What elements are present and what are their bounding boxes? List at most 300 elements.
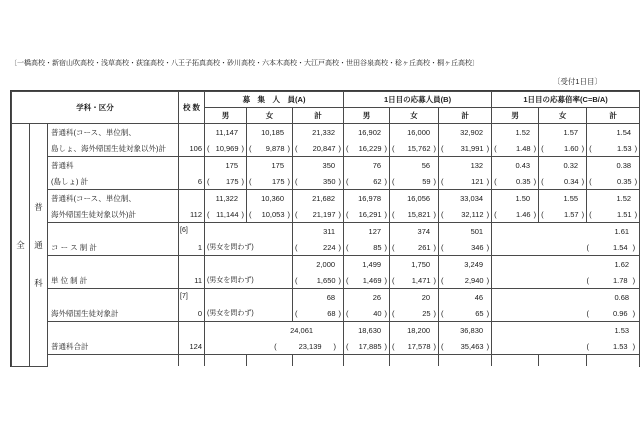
cell-recruit-female-paren (247, 206, 292, 222)
close-paren: ) (338, 144, 342, 153)
cell-recruit-total-paren (293, 173, 343, 189)
open-paren: ( (346, 243, 349, 252)
close-paren: ) (241, 210, 245, 219)
cell-ratio-merged-value: 0.68 (614, 293, 630, 302)
open-paren: ( (494, 210, 497, 219)
school-count-value: 124 (189, 342, 203, 351)
row-label-bottom: コ ー ス 制 計 (51, 243, 97, 252)
school-count-note (179, 157, 204, 173)
col-header-ratio-group: 1日目の応募倍率(C=B/A) (492, 92, 640, 108)
cell-recruit-female-value: 10,360 (261, 194, 285, 203)
cell-ratio-male-value: 0.43 (515, 161, 531, 170)
cell-applicants-female (390, 124, 439, 157)
cell-ratio-merged-value: 1.53 (614, 326, 630, 335)
school-count-note (179, 190, 204, 206)
cell-recruit-total (293, 157, 344, 190)
row-label-bottom: 単 位 制 計 (51, 276, 88, 285)
close-paren: ) (486, 243, 490, 252)
col-header-applicants-total: 計 (439, 108, 492, 124)
cell-applicants-male (344, 157, 390, 190)
close-paren: ) (384, 309, 388, 318)
table-row-course-system-total (12, 223, 640, 256)
row-label-general-grand-total (48, 322, 179, 355)
cutoff-cell (344, 355, 390, 367)
paren-value: 23,139 (298, 342, 322, 351)
paren-value: 1,650 (316, 276, 336, 285)
cutoff-cell (48, 355, 179, 367)
paren-value: 35,463 (460, 342, 484, 351)
open-paren: ( (346, 177, 349, 186)
cell-applicants-total (439, 190, 492, 223)
row-label-bottom: 海外帰国生徒対象以外)計 (51, 210, 136, 219)
open-paren: ( (346, 210, 349, 219)
cell-applicants-male-paren (344, 206, 389, 222)
col-header-applicants-female: 女 (390, 108, 439, 124)
row-label-general-excl-overseas-total (48, 190, 179, 223)
cell-applicants-female (390, 190, 439, 223)
cell-applicants-female-paren (390, 305, 438, 321)
cell-ratio-female-paren (539, 140, 586, 156)
row-label-top: 普通科(コース、単位制、 (51, 194, 136, 203)
open-paren: ( (207, 144, 210, 153)
cell-ratio-male-value: 1.50 (515, 194, 531, 203)
close-paren: ) (533, 210, 537, 219)
close-paren: ) (533, 177, 537, 186)
close-paren: ) (486, 276, 490, 285)
open-paren: ( (441, 177, 444, 186)
open-paren: ( (249, 210, 252, 219)
school-count-value: 6 (197, 177, 203, 186)
cell-applicants-total-paren (439, 173, 491, 189)
close-paren: ) (338, 309, 342, 318)
subject-char-1: 通 (34, 239, 43, 250)
paren-value: 1.53 (617, 144, 632, 153)
cell-applicants-female (390, 256, 439, 289)
table-row-general-excl-islands-overseas-total (12, 124, 640, 157)
row-label-top (48, 289, 178, 305)
paren-value: 1.57 (563, 210, 579, 219)
cell-school-count (179, 289, 205, 322)
open-paren: ( (586, 243, 589, 252)
col-header-ratio-male: 男 (492, 108, 539, 124)
paren-value: 11,144 (216, 210, 239, 219)
cell-school-count (179, 256, 205, 289)
cell-recruit-total (293, 223, 344, 256)
school-count-value: 112 (190, 210, 203, 219)
cutoff-cell (205, 355, 247, 367)
close-paren: ) (241, 177, 245, 186)
open-paren: ( (392, 276, 395, 285)
close-paren: ) (384, 144, 388, 153)
cell-ratio-merged (492, 322, 640, 355)
cell-gender-note (205, 223, 293, 256)
paren-value: 16,229 (358, 144, 382, 153)
paren-value: 175 (226, 177, 239, 186)
open-paren: ( (207, 177, 210, 186)
cell-applicants-male-paren (344, 272, 389, 288)
school-count-note: [6] (180, 227, 188, 234)
school-count-value: 11 (194, 276, 203, 285)
cell-recruit-male-value: 11,147 (215, 128, 239, 137)
school-count-note: [7] (180, 293, 188, 300)
close-paren: ) (433, 276, 437, 285)
cell-applicants-total (439, 322, 492, 355)
close-paren: ) (384, 276, 388, 285)
close-paren: ) (384, 210, 388, 219)
open-paren: ( (441, 342, 444, 351)
paren-value: 1.78 (613, 276, 628, 285)
cell-ratio-total-value: 1.54 (616, 128, 632, 137)
row-label-top (48, 322, 178, 338)
paren-value: 346 (471, 243, 484, 252)
col-header-ratio-female: 女 (539, 108, 587, 124)
cell-ratio-female (539, 190, 587, 223)
open-paren: ( (346, 309, 349, 318)
cell-ratio-female (539, 157, 587, 190)
open-paren: ( (392, 243, 395, 252)
open-paren: ( (586, 342, 589, 351)
cell-gender-note (205, 256, 293, 289)
cell-ratio-male (492, 124, 539, 157)
cell-recruit-male-value: 175 (225, 161, 239, 170)
paren-value: 0.35 (515, 177, 531, 186)
cell-applicants-male-paren (344, 140, 389, 156)
cell-applicants-female-value: 1,750 (411, 260, 431, 269)
open-paren: ( (589, 210, 592, 219)
close-paren: ) (533, 144, 537, 153)
cell-applicants-female-paren (390, 239, 438, 255)
gender-note-empty (205, 256, 292, 272)
cutoff-cell (539, 355, 587, 367)
open-paren: ( (441, 309, 444, 318)
open-paren: ( (392, 144, 395, 153)
cell-applicants-male-value: 1,499 (362, 260, 382, 269)
cell-recruit-total-value: 21,332 (312, 128, 336, 137)
close-paren: ) (486, 342, 490, 351)
paren-value: 1.51 (617, 210, 632, 219)
school-count-note (179, 256, 204, 272)
close-paren: ) (384, 342, 388, 351)
open-paren: ( (494, 177, 497, 186)
open-paren: ( (295, 210, 298, 219)
gender-note-text: (男女を問わず) (207, 277, 254, 284)
close-paren: ) (486, 177, 490, 186)
row-label-general-excl-islands-overseas-total (48, 124, 179, 157)
header-row-groups (12, 92, 640, 108)
cutoff-cell (247, 355, 293, 367)
cell-recruit-total-paren (293, 272, 343, 288)
paren-value: 9,878 (265, 144, 285, 153)
cell-ratio-merged (492, 256, 640, 289)
cell-applicants-male (344, 124, 390, 157)
cell-applicants-male (344, 289, 390, 322)
cell-gender-note (205, 289, 293, 322)
open-paren: ( (346, 276, 349, 285)
cell-applicants-female-value: 16,000 (407, 128, 431, 137)
cell-applicants-female-paren (390, 272, 438, 288)
cell-applicants-total (439, 223, 492, 256)
paren-value: 68 (327, 309, 336, 318)
cell-ratio-male-value: 1.52 (515, 128, 531, 137)
close-paren: ) (581, 177, 585, 186)
cutoff-cell (390, 355, 439, 367)
cell-applicants-male (344, 256, 390, 289)
paren-value: 85 (373, 243, 382, 252)
table-row-cutoff (12, 355, 640, 367)
cell-applicants-female-paren (390, 173, 438, 189)
cell-applicants-female-value: 20 (421, 293, 431, 302)
col-header-applicants-male: 男 (344, 108, 390, 124)
cell-applicants-female (390, 223, 439, 256)
cell-applicants-female (390, 322, 439, 355)
close-paren: ) (433, 309, 437, 318)
open-paren: ( (295, 144, 298, 153)
cell-recruit-male (205, 124, 247, 157)
paren-value: 21,197 (312, 210, 336, 219)
cutoff-cell (439, 355, 492, 367)
row-label-bottom: 島しょ、海外帰国生徒対象以外)計 (51, 144, 166, 153)
cell-applicants-total-paren (439, 305, 491, 321)
close-paren: ) (634, 144, 638, 153)
cell-recruit-merged-paren (205, 338, 343, 354)
cell-recruit-female-paren (247, 140, 292, 156)
cell-recruit-male-paren (205, 140, 246, 156)
row-label-bottom: 普通科合計 (51, 342, 89, 351)
cell-applicants-female (390, 157, 439, 190)
paren-value: 62 (373, 177, 382, 186)
row-label-top (48, 223, 178, 239)
close-paren: ) (433, 342, 437, 351)
cell-recruit-female (247, 190, 293, 223)
cell-recruit-female-paren (247, 173, 292, 189)
cell-applicants-female-value: 374 (417, 227, 431, 236)
cell-applicants-total-value: 33,034 (460, 194, 484, 203)
cell-ratio-male-paren (492, 140, 538, 156)
cell-ratio-female-value: 1.57 (563, 128, 579, 137)
paren-value: 65 (475, 309, 484, 318)
cell-recruit-total-paren (293, 239, 343, 255)
cell-ratio-merged (492, 289, 640, 322)
cell-ratio-merged-value: 1.62 (614, 260, 630, 269)
open-paren: ( (249, 144, 252, 153)
paren-value: 15,762 (407, 144, 431, 153)
cell-ratio-total-paren (587, 173, 639, 189)
open-paren: ( (441, 243, 444, 252)
open-paren: ( (392, 210, 395, 219)
cell-applicants-total-paren (439, 338, 491, 354)
cell-ratio-merged-paren (492, 338, 639, 354)
row-group-general-subject (30, 124, 48, 367)
open-paren: ( (589, 177, 592, 186)
cell-applicants-male (344, 190, 390, 223)
cell-recruit-merged (205, 322, 344, 355)
table-row-overseas-returnee-total (12, 289, 640, 322)
open-paren: ( (392, 177, 395, 186)
paren-value: 261 (418, 243, 431, 252)
cell-applicants-total-value: 36,830 (460, 326, 484, 335)
close-paren: ) (632, 276, 636, 285)
open-paren: ( (346, 144, 349, 153)
row-label-bottom: 海外帰国生徒対象計 (51, 309, 119, 318)
cell-recruit-total-paren (293, 140, 343, 156)
cell-ratio-merged (492, 223, 640, 256)
close-paren: ) (632, 309, 636, 318)
cell-applicants-total-paren (439, 140, 491, 156)
paren-value: 17,885 (358, 342, 382, 351)
close-paren: ) (287, 177, 291, 186)
col-header-school-count: 校 数 (179, 92, 205, 124)
school-count-value: 0 (197, 309, 203, 318)
open-paren: ( (392, 342, 395, 351)
col-header-recruit-female: 女 (247, 108, 293, 124)
cell-applicants-female-paren (390, 140, 438, 156)
cell-ratio-total (587, 190, 640, 223)
cell-ratio-female-paren (539, 173, 586, 189)
close-paren: ) (333, 342, 337, 351)
cell-applicants-total (439, 157, 492, 190)
application-status-table-wrap (10, 90, 640, 367)
paren-value: 20,847 (312, 144, 336, 153)
cell-applicants-female-paren (390, 338, 438, 354)
paren-value: 10,969 (215, 144, 239, 153)
paren-value: 15,821 (407, 210, 431, 219)
application-status-table (11, 91, 640, 367)
cell-ratio-merged-paren (492, 239, 639, 255)
gender-note-text: (男女を問わず) (207, 310, 254, 317)
open-paren: ( (274, 342, 277, 351)
cell-recruit-female (247, 157, 293, 190)
cell-recruit-merged-value: 24,061 (290, 326, 314, 335)
close-paren: ) (384, 243, 388, 252)
cell-ratio-male (492, 157, 539, 190)
cell-ratio-male-paren (492, 206, 538, 222)
paren-value: 1.54 (613, 243, 628, 252)
close-paren: ) (486, 210, 490, 219)
close-paren: ) (338, 177, 342, 186)
cell-recruit-total-paren (293, 206, 343, 222)
row-label-top (48, 256, 178, 272)
cell-school-count (179, 124, 205, 157)
cell-applicants-male (344, 223, 390, 256)
cell-recruit-total-value: 21,682 (312, 194, 336, 203)
row-label-general-islands-total (48, 157, 179, 190)
cell-applicants-total-value: 46 (474, 293, 484, 302)
paren-value: 2,940 (464, 276, 484, 285)
cell-recruit-total-value: 68 (326, 293, 336, 302)
cutoff-cell (587, 355, 640, 367)
paren-value: 25 (422, 309, 431, 318)
open-paren: ( (295, 177, 298, 186)
cell-school-count (179, 223, 205, 256)
cell-school-count (179, 157, 205, 190)
close-paren: ) (581, 144, 585, 153)
school-count-note (179, 322, 204, 338)
paren-value: 224 (323, 243, 336, 252)
close-paren: ) (338, 276, 342, 285)
paren-value: 1.60 (563, 144, 579, 153)
open-paren: ( (295, 309, 298, 318)
cell-applicants-male-paren (344, 239, 389, 255)
row-label-course-system-total (48, 223, 179, 256)
close-paren: ) (241, 144, 245, 153)
cell-ratio-merged-paren (492, 305, 639, 321)
cell-applicants-female (390, 289, 439, 322)
open-paren: ( (295, 243, 298, 252)
cell-ratio-male (492, 190, 539, 223)
close-paren: ) (634, 177, 638, 186)
close-paren: ) (287, 210, 291, 219)
close-paren: ) (486, 144, 490, 153)
cell-applicants-total-paren (439, 272, 491, 288)
paren-value: 1,471 (411, 276, 431, 285)
paren-value: 1.48 (515, 144, 531, 153)
close-paren: ) (338, 243, 342, 252)
cell-recruit-male (205, 190, 247, 223)
cell-ratio-merged-value: 1.61 (614, 227, 630, 236)
close-paren: ) (287, 144, 291, 153)
col-header-recruit-male: 男 (205, 108, 247, 124)
cell-recruit-total (293, 124, 344, 157)
row-label-overseas-returnee-total (48, 289, 179, 322)
cell-applicants-male-value: 127 (368, 227, 382, 236)
cell-ratio-total (587, 157, 640, 190)
open-paren: ( (494, 144, 497, 153)
cell-applicants-male-paren (344, 305, 389, 321)
cell-applicants-male-value: 16,978 (358, 194, 382, 203)
general-subject-vertical-label (30, 125, 47, 365)
cell-applicants-total-value: 32,902 (460, 128, 484, 137)
cell-applicants-total-paren (439, 206, 491, 222)
cell-applicants-male (344, 322, 390, 355)
cell-recruit-total (293, 190, 344, 223)
col-header-category: 学科・区分 (12, 92, 179, 124)
cell-school-count (179, 190, 205, 223)
cell-ratio-female (539, 124, 587, 157)
cell-recruit-total (293, 256, 344, 289)
paren-value: 0.96 (613, 309, 628, 318)
cell-applicants-male-value: 26 (372, 293, 382, 302)
close-paren: ) (634, 210, 638, 219)
close-paren: ) (632, 342, 636, 351)
open-paren: ( (541, 210, 544, 219)
paren-value: 1,469 (362, 276, 382, 285)
reception-day-label: 〔受付1日目〕 (552, 77, 602, 86)
paren-value: 350 (323, 177, 336, 186)
cell-applicants-female-value: 16,056 (407, 194, 431, 203)
paren-value: 59 (422, 177, 431, 186)
subject-char-0: 普 (34, 201, 43, 212)
cell-school-count (179, 322, 205, 355)
gender-note-text: (男女を問わず) (207, 244, 254, 251)
paren-value: 16,291 (358, 210, 382, 219)
cell-applicants-total (439, 256, 492, 289)
open-paren: ( (586, 309, 589, 318)
cell-applicants-male-value: 16,902 (358, 128, 382, 137)
close-paren: ) (433, 243, 437, 252)
table-row-general-islands-total (12, 157, 640, 190)
col-header-recruit-total: 計 (293, 108, 344, 124)
cell-applicants-female-value: 18,200 (407, 326, 431, 335)
cell-ratio-merged-paren (492, 272, 639, 288)
paren-value: 175 (272, 177, 285, 186)
cell-applicants-total-paren (439, 239, 491, 255)
gender-note-empty (205, 223, 292, 239)
col-header-recruit-group: 募 集 人 員(A) (205, 92, 344, 108)
paren-value: 121 (471, 177, 484, 186)
table-row-general-grand-total (12, 322, 640, 355)
close-paren: ) (486, 309, 490, 318)
open-paren: ( (249, 177, 252, 186)
